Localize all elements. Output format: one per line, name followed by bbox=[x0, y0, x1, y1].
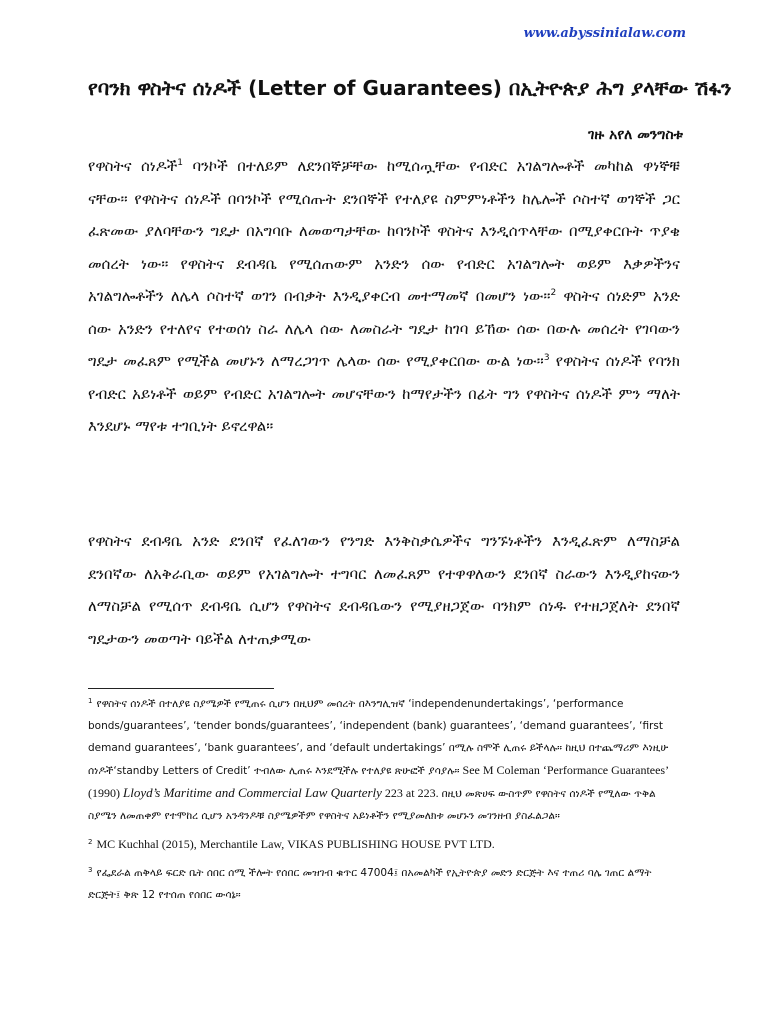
footnote-citation: See M Coleman ‘Performance Guarantees’ (1990) bbox=[88, 763, 669, 800]
footnote-text: የፌደራል ጠቅላይ ፍርድ ቤት ሰበር ሰሚ ችሎት የሰበር መዝገብ ቁጥር 47004፤ በአመልካች የኢትዮጵያ መድን ድርጅት እና ተጠሪ ባሌ ገጠር ልማት ድርጅት፤ ቅጽ 12 የተሰጠ የሰበር ውሳኔ። bbox=[88, 867, 652, 901]
footnote-separator bbox=[88, 688, 274, 689]
footnote-text: በዚህ መጽሀፍ ውስጥም የዋስትና ሰነዶች የሚለው ጥቅል ስያሜን ለመጠቀም የተሞከረ ሲሆን አንዳንዶቹ ስያሜዎችም የዋስትና አይነቶችን የሚያመለክቱ መሆኑን መገንዘብ ያስፈልጋል። bbox=[88, 788, 656, 822]
document-title: የባንክ ዋስትና ሰነዶች (Letter of Guarantees) በኢትዮጵያ ሕግ ያላቸው ሽፋን bbox=[88, 76, 732, 100]
footnote-marker: 2 bbox=[88, 837, 93, 846]
body-paragraph-2: የዋስትና ደብዳቤ አንድ ደንበኛ የፈለገውን የንግድ እንቅስቃሴዎችና ግንኙነቶችን እንዲፈጽም ለማስቻል ደንበኛው ለአቅራቢው ወይም የአገልግሎት ተግባር ለመፈጸም የተዋዋለውን ደንበኛ ስራውን እንዲያከናውን ለማስቻል የሚሰጥ ደብዳቤ ሲሆን የዋስትና ደብዳቤውን የሚያዘጋጀው ባንክም ሰነዱ የተዘጋጀለት ደንበኛ ግዴታውን መወጣት ባይችል ለተጠቃሚው bbox=[88, 532, 680, 648]
footnote-text: MC Kuchhal (2015), Merchantile Law, VIKAS PUBLISHING HOUSE PVT LTD. bbox=[96, 837, 495, 851]
body-paragraph-1 bbox=[88, 150, 680, 443]
author-name: ገዙ አየለ መንግስቱ bbox=[588, 127, 683, 143]
footnote-marker: 3 bbox=[88, 865, 93, 874]
footnote-text: የዋስትና ሰነዶች በተለያዩ ስያሜዎች የሚጠሩ ሲሆን በዚህም መሰረት በእንግሊዝኛ ‘independenundertakings’, ‘performance bonds/guarantees’, ‘tender bonds/guarantees’, ‘independent (bank) guarantees’, ‘demand guarantees’, ‘first demand guarantees’, ‘bank guarantees’, and ‘default undertakings’ በሚሉ ስሞች ሊጠሩ ይችላሉ። ከዚህ በተጨማሪም እነዚሁ ሰነዶች‘standby Letters of Credit’ ተብለው ሊጠሩ እንደሚችሉ የተለያዩ ጽሁፎች ያሳያሉ። bbox=[88, 698, 669, 777]
footnote-citation-page: 223 at 223. bbox=[381, 786, 442, 800]
footnote-ref-1[interactable]: 1 bbox=[177, 158, 184, 168]
footnote-journal-title: Lloyd’s Maritime and Commercial Law Quarterly bbox=[123, 785, 382, 800]
footnote-2 bbox=[88, 833, 680, 856]
footnote-ref-3[interactable]: 3 bbox=[543, 353, 550, 363]
footnote-ref-2[interactable]: 2 bbox=[550, 288, 557, 298]
footnote-3 bbox=[88, 862, 680, 906]
site-url-link[interactable]: www.abyssinialaw.com bbox=[523, 26, 686, 41]
paragraph-text: የዋስትና ሰነዶች bbox=[88, 157, 178, 175]
footnote-1 bbox=[88, 693, 680, 827]
paragraph-text: የዋስትና ሰነዶች የባንክ የብድር አይነቶች ወይም የብድር አገልግሎት መሆናቸውን ከማየታችን በፊት ግን የዋስትና ሰነዶች ምን ማለት እንደሆኑ ማየቱ ተገቢነት ይኖረዋል። bbox=[88, 352, 680, 435]
footnote-marker: 1 bbox=[88, 696, 93, 705]
paragraph-text: ዋስትና ሰነድም አንድ ሰው አንድን የተለየና የተወሰነ ስራ ለሌላ ሰው ለመስራት ግዴታ ከገባ ይኸው ሰው በውሉ መሰረት የገባውን ግዴታ መፈጸም የሚችል መሆኑን ለማረጋገጥ ሌላው ሰው የሚያቀርበው ውል ነው። bbox=[88, 287, 680, 370]
paragraph-text: ባንኮች በተለይም ለደንበኞቻቸው ከሚሰጧቸው የብድር አገልግሎቶች መካከል ዋነኞቹ ናቸው። የዋስትና ሰነዶች በባንኮች የሚሰጡት ደንበኞች የተለያዩ ስምምነቶችን ከሌሎች ሶስተኛ ወገኞች ጋር ፈጽመው ያለባቸውን ግዴታ በአግባቡ ለመወጣታቸው ከባንኮች ዋስትና እንዲሰጥላቸው በሚያቀርቡት ጥያቄ መሰረት ነው። የዋስትና ደብዳቤ የሚሰጠውም አንድን ሰው የብድር አገልግሎት ወይም እቃዎችንና አገልግሎቶችን ለሌላ ሶስተኛ ወገን በብቃት እንዲያቀርብ መተማመኛ በመሆን ነው። bbox=[88, 157, 680, 305]
footnotes-section bbox=[88, 693, 680, 912]
